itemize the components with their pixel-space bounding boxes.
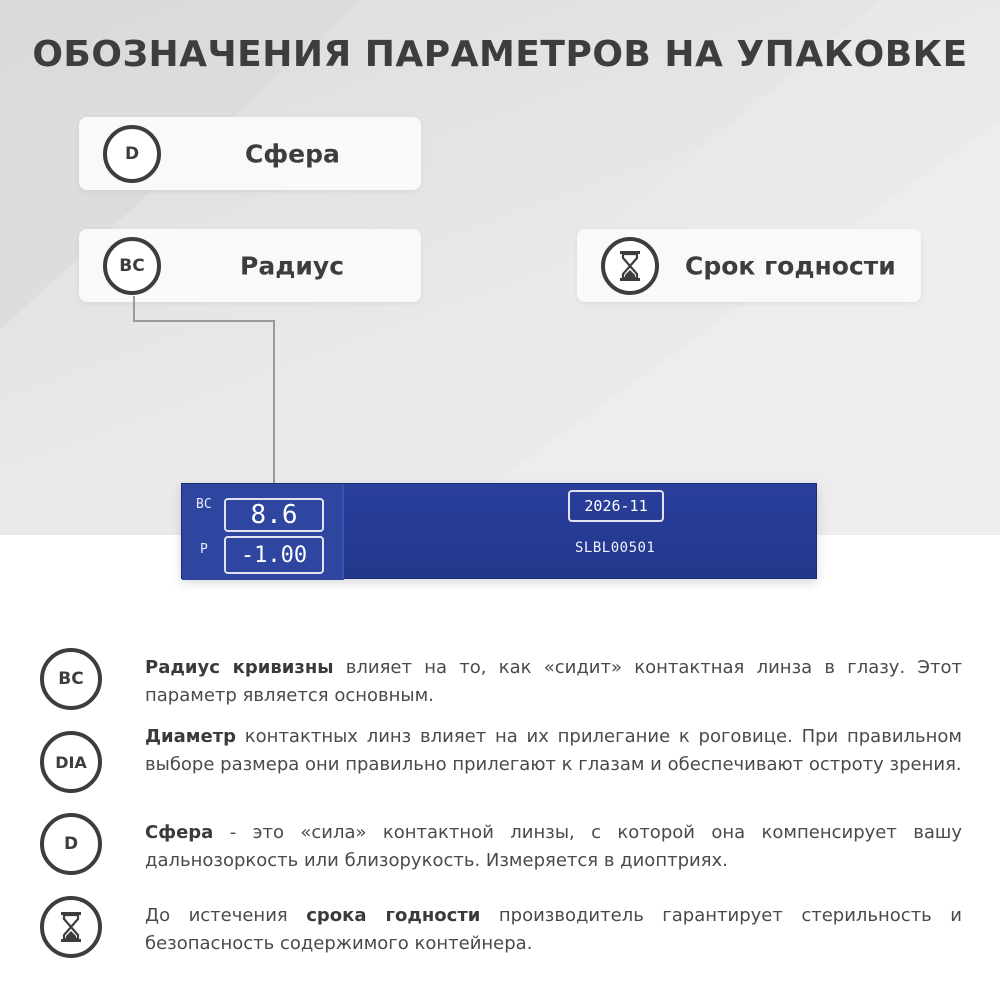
row-diameter-description — [145, 723, 962, 779]
leader-line — [133, 296, 135, 320]
row-term: срока годности — [306, 905, 481, 926]
card-radius — [79, 229, 421, 302]
radius-badge: BC — [103, 237, 161, 295]
row-sphere-description — [145, 819, 962, 875]
row-body: - это «сила» контактной линзы, с которой она компенсирует вашу дальнозоркость или близорукость. Измеряется в диоптриях. — [145, 822, 962, 871]
package-lot-number: SLBL00501 — [575, 540, 656, 556]
row-icon-d: D — [40, 813, 102, 875]
sphere-label: Сфера — [245, 139, 340, 168]
row-term: Сфера — [145, 822, 214, 843]
row-body: производитель гарантирует стерильность и безопасность содержимого контейнера. — [145, 905, 962, 954]
package-p-value: -1.00 — [224, 536, 324, 574]
leader-line — [273, 320, 275, 492]
package-bc-value: 8.6 — [224, 498, 324, 532]
row-icon-dia: DIA — [40, 731, 102, 793]
expiry-label: Срок годности — [685, 251, 896, 280]
hourglass-icon — [601, 237, 659, 295]
row-body: контактных линз влияет на их прилегание к роговице. При правильном выборе размера они правильно прилегают к глазам и обеспечивают остроту зрения. — [145, 726, 962, 775]
row-expiry-description — [145, 902, 962, 958]
row-prefix: До истечения — [145, 905, 307, 926]
row-radius-description — [145, 654, 962, 710]
row-icon-bc: BC — [40, 648, 102, 710]
row-term: Диаметр — [145, 726, 237, 747]
card-sphere — [79, 117, 421, 190]
package-bc-label: BC — [196, 497, 212, 512]
card-expiry — [577, 229, 921, 302]
package-expiry-value: 2026-11 — [568, 490, 664, 522]
leader-line — [133, 320, 275, 322]
package-divider — [342, 484, 344, 580]
sphere-badge: D — [103, 125, 161, 183]
page-title: ОБОЗНАЧЕНИЯ ПАРАМЕТРОВ НА УПАКОВКЕ — [32, 34, 968, 75]
radius-label: Радиус — [240, 251, 345, 280]
hourglass-icon — [40, 896, 102, 958]
lens-package — [181, 483, 817, 579]
row-term: Радиус кривизны — [145, 657, 334, 678]
package-p-label: P — [200, 542, 208, 557]
row-body: влияет на то, как «сидит» контактная линза в глазу. Этот параметр является основным. — [145, 657, 962, 706]
